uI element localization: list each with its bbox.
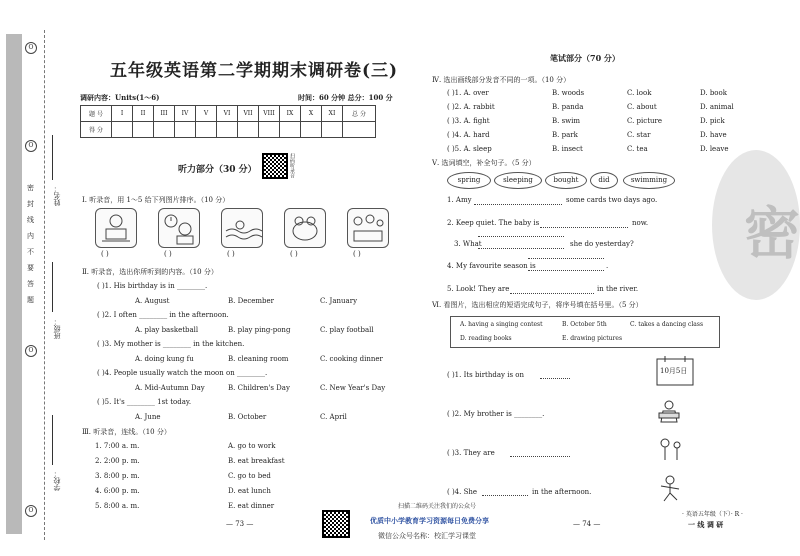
phonics-row[interactable]: ( )4. A. hard — [447, 131, 490, 139]
section-3-heading: Ⅲ. 听录音，连线。（10 分） — [82, 428, 171, 436]
phonics-option[interactable]: D. animal — [700, 103, 734, 111]
dancing-picture — [655, 474, 685, 502]
match-left-item[interactable]: 5. 8:00 a. m. — [95, 502, 140, 510]
calendar-picture — [655, 355, 697, 389]
class-label: 班级： — [53, 318, 61, 339]
phonics-option[interactable]: C. picture — [627, 117, 663, 125]
fill-blank[interactable] — [528, 270, 604, 271]
option-c[interactable]: C. play football — [320, 326, 374, 334]
option-a[interactable]: A. play basketball — [135, 326, 199, 334]
fill-sentence-pre: 4. My favourite season is — [447, 262, 536, 270]
cut-line — [44, 30, 45, 540]
section-5-heading: Ⅴ. 选词填空，补全句子。（5 分） — [432, 159, 536, 167]
word-option[interactable]: bought — [545, 172, 587, 189]
option-c[interactable]: C. New Year's Day — [320, 384, 386, 392]
fill-sentence-post: . — [606, 262, 609, 270]
option-a[interactable]: A. June — [135, 413, 161, 421]
table-cell: 总 分 — [343, 106, 376, 122]
match-left-item[interactable]: 2. 2:00 p. m. — [95, 457, 140, 465]
school-blank[interactable] — [52, 415, 53, 465]
match-left-item[interactable]: 1. 7:00 a. m. — [95, 442, 140, 450]
phonics-option[interactable]: D. pick — [700, 117, 725, 125]
match-right-item[interactable]: D. eat lunch — [228, 487, 271, 495]
phonics-option[interactable]: D. have — [700, 131, 727, 139]
section-4-heading: Ⅳ. 选出画线部分发音不同的一项。（10 分） — [432, 76, 571, 84]
score-cell[interactable] — [112, 122, 133, 138]
word-option[interactable]: spring — [447, 172, 491, 189]
fill-sentence-pre: 1. Amy — [447, 196, 472, 204]
score-cell[interactable] — [301, 122, 322, 138]
phonics-option[interactable]: C. star — [627, 131, 651, 139]
footer-promo-2: 微信公众号名称：校汇学习课堂 — [378, 532, 476, 540]
corner-label-2: 一 线 调 研 — [688, 520, 724, 529]
section-2-heading: Ⅱ. 听录音，选出你所听到的内容。（10 分） — [82, 268, 218, 276]
phonics-row[interactable]: ( )2. A. rabbit — [447, 103, 495, 111]
word-option[interactable]: sleeping — [494, 172, 542, 189]
phonics-row[interactable]: ( )1. A. over — [447, 89, 489, 97]
picture-swimming — [221, 208, 263, 248]
table-cell: VII — [238, 106, 259, 122]
match-right-item[interactable]: A. go to work — [228, 442, 276, 450]
table-cell: V — [196, 106, 217, 122]
phonics-option[interactable]: C. look — [627, 89, 652, 97]
match-left-item[interactable]: 3. 8:00 p. m. — [95, 472, 140, 480]
fill-blank[interactable] — [510, 293, 594, 294]
fill-blank[interactable] — [482, 495, 528, 496]
answer-paren[interactable]: ( ) — [353, 250, 361, 258]
binding-hole: O — [25, 345, 37, 357]
table-cell: X — [301, 106, 322, 122]
score-cell[interactable] — [154, 122, 175, 138]
option-c[interactable]: C. cooking dinner — [320, 355, 383, 363]
footer-qr-code[interactable] — [322, 510, 350, 538]
table-cell: I — [112, 106, 133, 122]
fill-blank[interactable] — [540, 378, 570, 379]
picture-family-scene — [347, 208, 389, 248]
reading-picture — [655, 398, 685, 426]
name-blank[interactable] — [52, 135, 53, 180]
name-label: 姓名： — [53, 185, 61, 206]
option-b[interactable]: B. cleaning room — [228, 355, 289, 363]
option-b[interactable]: B. October — [228, 413, 267, 421]
option-a[interactable]: A. August — [135, 297, 170, 305]
answer-paren[interactable]: ( ) — [227, 250, 235, 258]
word-option[interactable]: did — [590, 172, 618, 189]
phrase-option[interactable]: C. takes a dancing class — [630, 321, 704, 328]
question-stem: ( )5. It's ________ 1st today. — [97, 398, 192, 406]
corner-label-1: · 英语五年级（下）· R · — [682, 511, 743, 518]
question-stem: ( )1. His birthday is in ________. — [97, 282, 208, 290]
exam-title: 五年级英语第二学期期末调研卷(三) — [110, 61, 399, 81]
phonics-option[interactable]: B. panda — [552, 103, 584, 111]
seal-notice: 密 封 线 内 不 要 答 题 — [27, 184, 34, 304]
picture-boy-drawing — [95, 208, 137, 248]
option-c[interactable]: C. January — [320, 297, 358, 305]
phonics-option[interactable]: D. book — [700, 89, 727, 97]
score-cell[interactable] — [133, 122, 154, 138]
binding-margin — [0, 0, 60, 556]
picture-question: ( )3. They are — [447, 449, 495, 457]
page-number-left: — 73 — — [226, 520, 254, 528]
score-cell[interactable] — [217, 122, 238, 138]
fill-blank[interactable] — [528, 258, 604, 259]
phrase-option[interactable]: A. having a singing contest — [460, 321, 543, 328]
answer-paren[interactable]: ( ) — [290, 250, 298, 258]
answer-paren[interactable]: ( ) — [101, 250, 109, 258]
fill-sentence-post: in the river. — [597, 285, 639, 293]
picture-animal — [284, 208, 326, 248]
table-cell: II — [133, 106, 154, 122]
fill-blank[interactable] — [478, 236, 564, 237]
question-stem: ( )3. My mother is ________ in the kitchen. — [97, 340, 245, 348]
written-section-title: 笔试部分（70 分） — [550, 53, 620, 63]
table-cell: IX — [280, 106, 301, 122]
picture-question: ( )4. She — [447, 488, 478, 496]
match-right-item[interactable]: B. eat breakfast — [228, 457, 285, 465]
exam-time-score: 时间：60 分钟 总分：100 分 — [298, 93, 393, 102]
fill-sentence-post: she do yesterday? — [570, 240, 634, 248]
binding-hole: O — [25, 42, 37, 54]
question-stem: ( )4. People usually watch the moon on ________. — [97, 369, 268, 377]
fill-sentence-post: some cards two days ago. — [566, 196, 658, 204]
stamp-character: 密 — [744, 201, 800, 267]
phonics-row[interactable]: ( )3. A. fight — [447, 117, 490, 125]
fill-sentence-pre: 2. Keep quiet. The baby is — [447, 219, 540, 227]
binding-hole: O — [25, 505, 37, 517]
fill-blank[interactable] — [478, 248, 564, 249]
phrase-option[interactable]: E. drawing pictures — [562, 335, 623, 342]
section-1-heading: Ⅰ. 听录音，用 1～5 给下列图片排序。（10 分） — [82, 196, 230, 204]
option-b[interactable]: B. play ping-pong — [228, 326, 291, 334]
phonics-option[interactable]: C. about — [627, 103, 657, 111]
fill-sentence-pre: 3. What — [454, 240, 482, 248]
score-cell[interactable] — [259, 122, 280, 138]
singing-picture — [655, 436, 685, 464]
phonics-option[interactable]: B. park — [552, 131, 578, 139]
fill-sentence-post: now. — [632, 219, 649, 227]
score-cell[interactable] — [196, 122, 217, 138]
school-label: 学校： — [53, 470, 61, 491]
word-option[interactable]: swimming — [623, 172, 675, 189]
table-cell: 题 号 — [81, 106, 112, 122]
phrase-options-box — [450, 316, 720, 348]
qr-caption: 扫码听录音 — [289, 153, 295, 178]
phrase-option[interactable]: B. October 5th — [562, 321, 607, 328]
table-cell: III — [154, 106, 175, 122]
phonics-option[interactable]: B. woods — [552, 89, 585, 97]
fill-blank[interactable] — [540, 227, 628, 228]
answer-paren[interactable]: ( ) — [164, 250, 172, 258]
option-a[interactable]: A. Mid-Autumn Day — [135, 384, 205, 392]
score-cell[interactable] — [175, 122, 196, 138]
phonics-option[interactable]: B. insect — [552, 145, 583, 153]
calendar-date: 10月5日 — [660, 367, 688, 375]
question-stem: ( )2. I often ________ in the afternoon. — [97, 311, 229, 319]
score-cell[interactable] — [238, 122, 259, 138]
table-cell: XI — [322, 106, 343, 122]
picture-question-post: in the afternoon. — [532, 488, 592, 496]
score-table-score-row — [81, 122, 376, 138]
phonics-option[interactable]: D. leave — [700, 145, 729, 153]
fill-blank[interactable] — [474, 204, 562, 205]
picture-question: ( )2. My brother is ________. — [447, 410, 545, 418]
score-cell[interactable] — [280, 122, 301, 138]
table-cell: IV — [175, 106, 196, 122]
phrase-option[interactable]: D. reading books — [460, 335, 512, 342]
match-right-item[interactable]: E. eat dinner — [228, 502, 275, 510]
binding-hole: O — [25, 140, 37, 152]
score-cell[interactable] — [322, 122, 343, 138]
match-right-item[interactable]: C. go to bed — [228, 472, 271, 480]
listening-section-title: 听力部分（30 分） — [178, 165, 257, 175]
fill-blank[interactable] — [510, 456, 570, 457]
option-c[interactable]: C. April — [320, 413, 347, 421]
exam-scope: 调研内容：Units(1～6) — [80, 93, 160, 102]
section-6-heading: Ⅵ. 看图片，选出相应的短语完成句子，将序号填在括号里。（5 分） — [432, 301, 643, 309]
score-table-header-row — [81, 106, 376, 122]
picture-question: ( )1. Its birthday is on — [447, 371, 524, 379]
score-table — [80, 105, 376, 138]
page-number-right: — 74 — — [573, 520, 601, 528]
phonics-option[interactable]: C. tea — [627, 145, 648, 153]
listening-qr-code[interactable] — [262, 153, 288, 179]
table-cell: VI — [217, 106, 238, 122]
class-blank[interactable] — [52, 262, 53, 312]
phonics-option[interactable]: B. swim — [552, 117, 581, 125]
confidential-stamp-icon — [712, 150, 800, 300]
picture-clock-boy — [158, 208, 200, 248]
footer-promo-1: 优质中小学教育学习资源每日免费分享 — [370, 517, 489, 525]
footer-qr-note: 扫描二维码关注我们的公众号 — [398, 503, 477, 510]
option-a[interactable]: A. doing kung fu — [135, 355, 194, 363]
option-b[interactable]: B. December — [228, 297, 275, 305]
table-cell: VIII — [259, 106, 280, 122]
table-cell: 得 分 — [81, 122, 112, 138]
fill-sentence-pre: 5. Look! They are — [447, 285, 510, 293]
score-cell[interactable] — [343, 122, 376, 138]
phonics-row[interactable]: ( )5. A. sleep — [447, 145, 492, 153]
option-b[interactable]: B. Children's Day — [228, 384, 290, 392]
gray-binding-bar — [6, 34, 22, 534]
match-left-item[interactable]: 4. 6:00 p. m. — [95, 487, 140, 495]
